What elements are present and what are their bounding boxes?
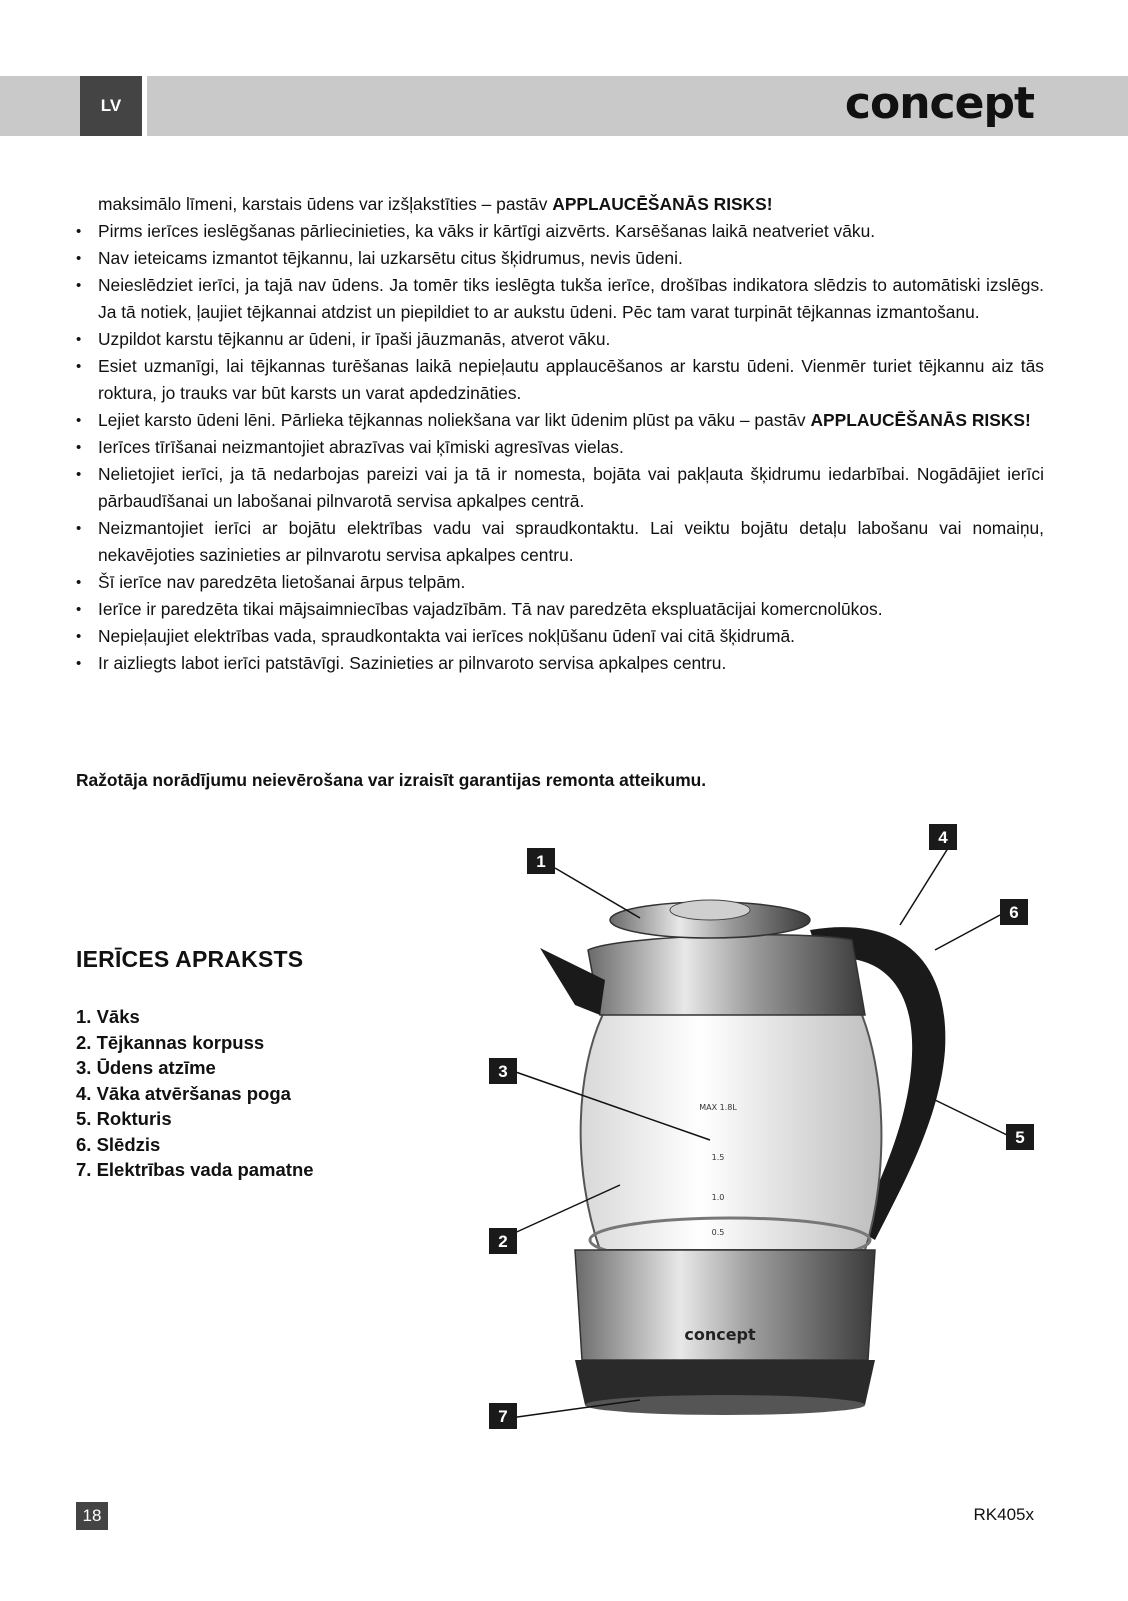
scale-1-5: 1.5 (711, 1153, 725, 1162)
part-item: 6. Slēdzis (76, 1133, 161, 1155)
continuation-line: maksimālo līmeni, karstais ūdens var izšļakstīties – pastāv APPLAUCĒŠANĀS RISKS! (98, 194, 773, 214)
bullet-item: • Šī ierīce nav paredzēta lietošanai ārpus telpām. (76, 569, 1044, 596)
bullet-item: • Ir aizliegts labot ierīci patstāvīgi. Sazinieties ar pilnvaroto servisa apkalpes centru. (76, 650, 1044, 677)
scale-1-0: 1.0 (711, 1193, 725, 1202)
callout-5: 5 (1015, 1128, 1025, 1147)
callout-3: 3 (498, 1062, 508, 1081)
bullet-list (76, 218, 1044, 677)
part-item: 4. Vāka atvēršanas poga (76, 1082, 291, 1104)
bullet-item: • Esiet uzmanīgi, lai tējkannas turēšanas laikā nepieļautu applaucēšanos ar karstu ūdeni. Vienmēr turiet tējkannu aiz tās roktura, jo trauks var būt karsts un varat apdedzināties. (76, 353, 1044, 407)
part-item: 3. Ūdens atzīme (76, 1057, 216, 1078)
page-number: 18 (76, 1502, 108, 1530)
brand-logo: concept (844, 78, 1034, 129)
bullet-item: • Neizmantojiet ierīci ar bojātu elektrības vadu vai spraudkontaktu. Lai veiktu bojātu detaļu labošanu vai nomaiņu, nekavējoties sazinieties ar pilnvarotu servisa apkalpes centru. (76, 515, 1044, 569)
bullet-item: • Nav ieteicams izmantot tējkannu, lai uzkarsētu citus šķidrumus, nevis ūdeni. (76, 245, 1044, 272)
part-item: 2. Tējkannas korpuss (76, 1031, 265, 1053)
scale-max: MAX 1.8L (699, 1103, 737, 1112)
kettle-illustration (480, 820, 1060, 1460)
scale-0-5: 0.5 (711, 1228, 725, 1237)
bullet-item: • Pirms ierīces ieslēgšanas pārliecinieties, ka vāks ir kārtīgi aizvērts. Karsēšanas laikā neatveriet vāku. (76, 218, 1044, 245)
part-item: 1. Vāks (76, 1006, 140, 1027)
risk-warning: APPLAUCĒŠANĀS RISKS! (810, 410, 1031, 430)
callout-4: 4 (938, 828, 948, 847)
section-title: IERĪCES APRAKSTS (76, 946, 304, 972)
bullet-item: • Ierīce ir paredzēta tikai mājsaimniecības vajadzībām. Tā nav paredzēta ekspluatācijai komercnolūkos. (76, 596, 1044, 623)
bullet-item: • Lejiet karsto ūdeni lēni. Pārlieka tējkannas noliekšana var likt ūdenim plūst pa vāku – pastāv APPLAUCĒŠANĀS RISKS! (76, 407, 1044, 434)
safety-instructions (76, 191, 1044, 677)
bullet-item: • Ierīces tīrīšanai neizmantojiet abrazīvas vai ķīmiski agresīvas vielas. (76, 434, 1044, 461)
risk-warning: APPLAUCĒŠANĀS RISKS! (552, 194, 773, 214)
bullet-item: • Nelietojiet ierīci, ja tā nedarbojas pareizi vai ja tā ir nomesta, bojāta vai pakļauta šķidrumu iedarbībai. Nogādājiet ierīci pārbaudīšanai un labošanai pilnvarotā servisa apkalpes centrā. (76, 461, 1044, 515)
callout-7: 7 (498, 1407, 508, 1426)
parts-list (76, 1004, 314, 1183)
callout-1: 1 (536, 852, 546, 871)
warranty-warning: Ražotāja norādījumu neievērošana var izraisīt garantijas remonta atteikumu. (76, 770, 707, 790)
language-badge: LV (80, 76, 147, 136)
callout-6: 6 (1009, 903, 1019, 922)
model-number: RK405x (973, 1505, 1034, 1524)
callout-2: 2 (498, 1232, 508, 1251)
bullet-item: • Nepieļaujiet elektrības vada, spraudkontakta vai ierīces nokļūšanu ūdenī vai citā šķidrumā. (76, 623, 1044, 650)
part-item: 5. Rokturis (76, 1108, 172, 1129)
kettle-brand: concept (684, 1325, 756, 1344)
bullet-item: • Uzpildot karstu tējkannu ar ūdeni, ir īpaši jāuzmanās, atverot vāku. (76, 326, 1044, 353)
part-item: 7. Elektrības vada pamatne (76, 1159, 314, 1180)
bullet-item: • Neieslēdziet ierīci, ja tajā nav ūdens. Ja tomēr tiks ieslēgta tukša ierīce, drošības indikatora slēdzis to automātiski izslēgs. Ja tā notiek, ļaujiet tējkannai atdzist un piepildiet to ar aukstu ūdeni. Pēc tam varat turpināt tējkannas izmantošanu. (76, 272, 1044, 326)
